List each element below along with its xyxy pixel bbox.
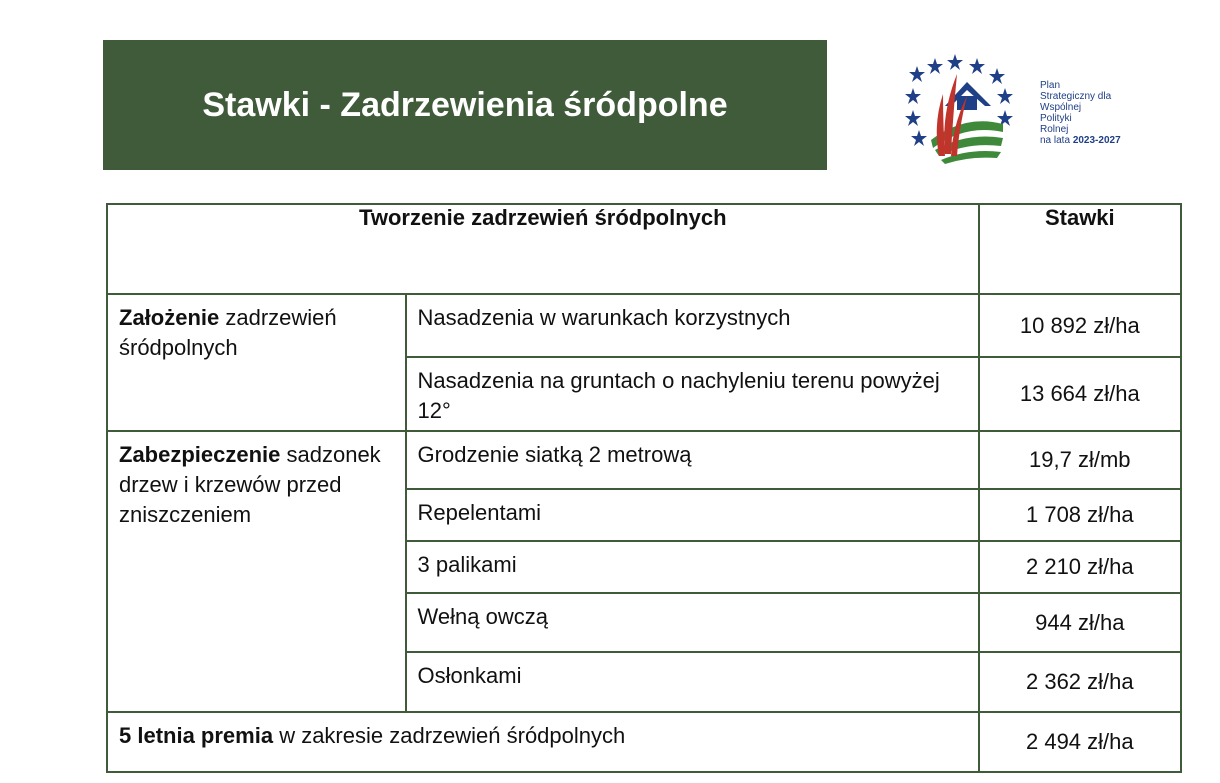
row-value-cell: 13 664 zł/ha [979, 357, 1181, 431]
row-value-cell: 19,7 zł/mb [979, 431, 1181, 489]
logo-line-4: Polityki [1040, 113, 1072, 124]
row-label: Grodzenie siatką 2 metrową [417, 442, 692, 467]
row-label-cell [406, 652, 979, 712]
row-value-cell: 10 892 zł/ha [979, 294, 1181, 357]
row-value-cell: 2 210 zł/ha [979, 541, 1181, 593]
logo-line-6 [1040, 135, 1121, 146]
logo-years-prefix: na lata [1040, 135, 1073, 146]
group-1-rest: zadrzewień śródpolnych [119, 305, 337, 360]
group-1-cell [107, 294, 406, 431]
row-label: 3 palikami [417, 552, 517, 577]
logo-emblem-icon [905, 44, 1035, 169]
row-label-cell [406, 294, 979, 357]
group-2-bold: Zabezpieczenie [119, 442, 281, 467]
header-main-cell: Tworzenie zadrzewień śródpolnych [107, 204, 979, 294]
row-label: Repelentami [417, 500, 542, 525]
table-row [107, 431, 1181, 489]
logo-line-3: Wspólnej [1040, 102, 1082, 113]
row-label-cell [406, 541, 979, 593]
row-label-cell [406, 431, 979, 489]
row-label-cell [406, 357, 979, 431]
page-title: Stawki - Zadrzewienia śródpolne [202, 85, 728, 124]
row-label: Wełną owczą [417, 604, 548, 629]
logo-text [1040, 80, 1121, 146]
group-2-cell [107, 431, 406, 712]
row-value-cell: 2 362 zł/ha [979, 652, 1181, 712]
row-label: Nasadzenia w warunkach korzystnych [417, 305, 791, 330]
group-1-bold: Założenie [119, 305, 220, 330]
logo-line-5: Rolnej [1040, 124, 1069, 135]
premium-value-cell: 2 494 zł/ha [979, 712, 1181, 772]
row-label-cell [406, 593, 979, 652]
row-label: Nasadzenia na gruntach o nachyleniu terenu powyżej 12° [417, 368, 940, 423]
table-row [107, 712, 1181, 772]
logo-line-1: Plan [1040, 80, 1061, 91]
logo-line-2: Strategiczny dla [1040, 91, 1112, 102]
row-value-cell: 1 708 zł/ha [979, 489, 1181, 541]
rates-table [106, 203, 1182, 773]
row-value-cell: 944 zł/ha [979, 593, 1181, 652]
header-rates-cell: Stawki [979, 204, 1181, 294]
table-row [107, 294, 1181, 357]
row-label-cell [406, 489, 979, 541]
table-header-row [107, 204, 1181, 294]
title-banner [103, 40, 827, 170]
logo [905, 44, 1155, 169]
logo-years: 2023-2027 [1072, 135, 1121, 146]
premium-bold: 5 letnia premia [119, 723, 274, 748]
row-label: Osłonkami [417, 663, 522, 688]
premium-cell [107, 712, 979, 772]
group-2-rest: sadzonek drzew i krzewów przed zniszczeniem [119, 442, 381, 527]
premium-rest: w zakresie zadrzewień śródpolnych [273, 723, 626, 748]
